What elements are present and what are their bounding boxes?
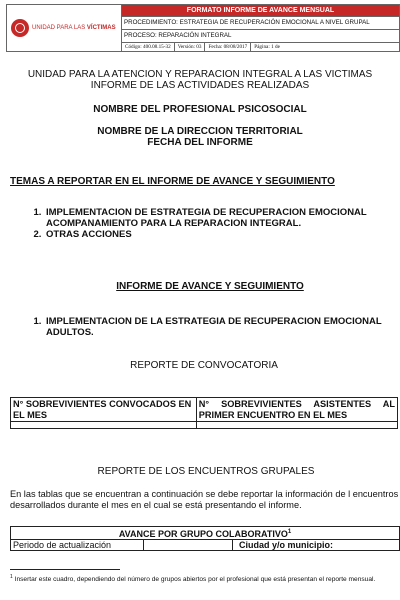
footnote-separator bbox=[10, 569, 120, 570]
version-label: Versión: 03 bbox=[175, 43, 206, 51]
logo-cell bbox=[7, 5, 122, 52]
convocatoria-table bbox=[10, 397, 398, 429]
procedure-label: PROCEDIMIENTO: ESTRATEGIA DE RECUPERACIÓN EMOCIONAL A NIVEL GRUPAL bbox=[122, 17, 400, 30]
list-item: 1. IMPLEMENTACION DE ESTRATEGIA DE RECUPERACION EMOCIONAL ACOMPANAMIENTO PARA LA REPARACION INTEGRAL. bbox=[44, 207, 400, 229]
document-header bbox=[6, 4, 400, 50]
encuentros-heading: REPORTE DE LOS ENCUENTROS GRUPALES bbox=[97, 466, 315, 477]
territorial-info bbox=[0, 126, 400, 148]
page-label: Página: 1 de bbox=[254, 44, 280, 50]
date-label: Fecha: 08/08/2017 bbox=[205, 43, 251, 51]
list-item: 2. OTRAS ACCIONES bbox=[44, 229, 400, 240]
city-label: Ciudad y/o municipio: bbox=[233, 540, 400, 551]
asistentes-header: N° SOBREVIVIENTES ASISTENTES AL PRIMER ENCUENTRO EN EL MES bbox=[196, 398, 397, 422]
convocados-header: N° SOBREVIVIENTES CONVOCADOS EN EL MES bbox=[11, 398, 197, 422]
header-meta-row bbox=[122, 43, 400, 52]
process-label: PROCESO: REPARACIÓN INTEGRAL bbox=[122, 30, 400, 43]
convocados-value[interactable] bbox=[11, 422, 197, 429]
convocatoria-heading: REPORTE DE CONVOCATORIA bbox=[130, 360, 278, 371]
logo-text: UNIDAD PARA LAS VÍCTIMAS bbox=[32, 25, 116, 31]
list-item: 1. IMPLEMENTACION DE LA ESTRATEGIA DE RECUPERACION EMOCIONAL ADULTOS. bbox=[44, 316, 400, 338]
topics-heading: TEMAS A REPORTAR EN EL INFORME DE AVANCE Y SEGUIMIENTO bbox=[10, 176, 335, 187]
code-label: Código: 400.08.15-32 bbox=[122, 43, 175, 51]
direction-name: NOMBRE DE LA DIRECCION TERRITORIAL bbox=[97, 126, 303, 137]
document-title bbox=[0, 69, 400, 91]
avance-title: AVANCE POR GRUPO COLABORATIVO$^1$ bbox=[11, 527, 400, 540]
title-line-2: INFORME DE LAS ACTIVIDADES REALIZADAS bbox=[90, 80, 310, 91]
topics-list bbox=[24, 207, 400, 240]
format-title: FORMATO INFORME DE AVANCE MENSUAL bbox=[122, 5, 400, 17]
unidad-victimas-logo-icon bbox=[11, 19, 29, 37]
report-date: FECHA DEL INFORME bbox=[147, 137, 253, 148]
footnote: $^1$ Insertar este cuadro, dependiendo del número de grupos abiertos por el profesional que está presentan el reporte mensual. bbox=[10, 574, 376, 584]
asistentes-value[interactable] bbox=[196, 422, 397, 429]
period-label: Periodo de actualización bbox=[11, 540, 144, 551]
period-value[interactable] bbox=[144, 540, 233, 551]
title-line-1: UNIDAD PARA LA ATENCION Y REPARACION INTEGRAL A LAS VICTIMAS bbox=[27, 69, 373, 80]
professional-name: NOMBRE DEL PROFESIONAL PSICOSOCIAL bbox=[93, 104, 307, 115]
avance-table bbox=[10, 526, 400, 551]
progress-heading: INFORME DE AVANCE Y SEGUIMIENTO bbox=[116, 281, 304, 292]
encuentros-text: En las tablas que se encuentran a continuación se debe reportar la información de l encuentros desarrollados durante el mes en el cual se está presentando el informe. bbox=[10, 489, 399, 510]
progress-list bbox=[24, 316, 400, 338]
